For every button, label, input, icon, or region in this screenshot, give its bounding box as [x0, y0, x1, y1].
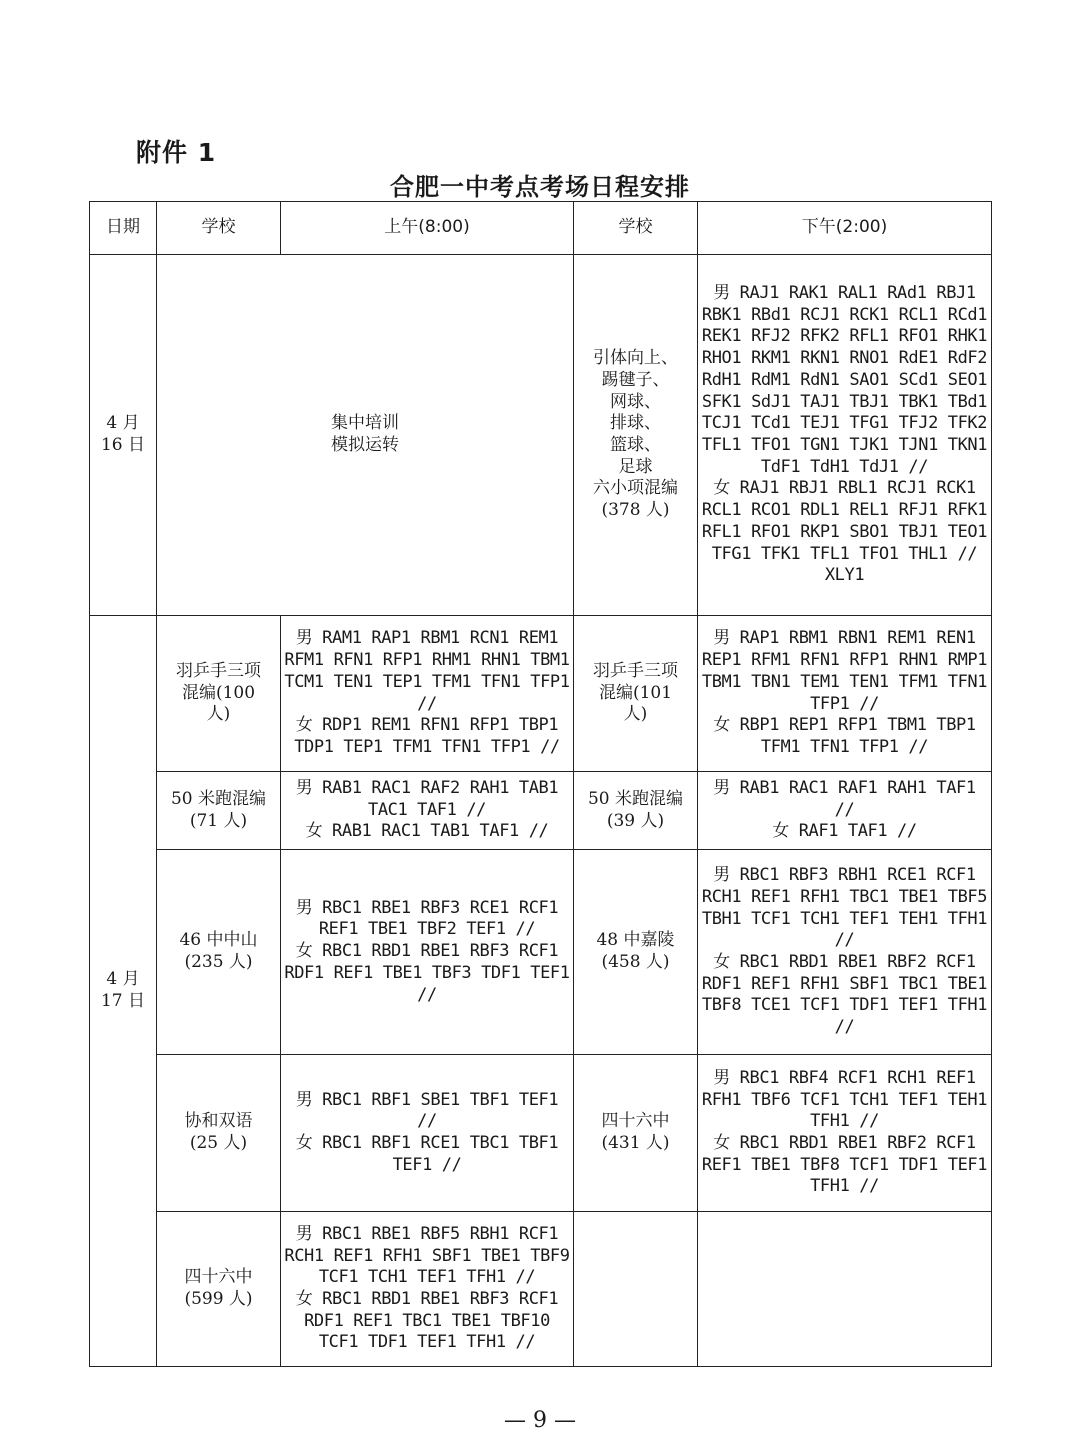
- table-row: [90, 616, 992, 772]
- date-cell-day1: 4 月 16 日: [90, 255, 157, 616]
- school-cell-pm: 50 米跑混编 (39 人): [574, 772, 698, 850]
- header-date: 日期: [90, 202, 157, 255]
- groups-cell-am: 男 RBC1 RBE1 RBF3 RCE1 RCF1 REF1 TBE1 TBF2 TEF1 // 女 RBC1 RBD1 RBE1 RBF3 RCF1 RDF1 REF1 TBE1 TBF3 TDF1 TEF1 //: [281, 850, 574, 1055]
- header-row: [90, 202, 992, 255]
- groups-cell-pm: 男 RBC1 RBF3 RBH1 RCE1 RCF1 RCH1 REF1 RFH1 TBC1 TBE1 TBF5 TBH1 TCF1 TCH1 TEF1 TEH1 TFH1 // 女 RBC1 RBD1 RBE1 RBF2 RCF1 RDF1 REF1 RFH1 SBF1 TBC1 TBE1 TBF8 TCE1 TCF1 TDF1 TEF1 TFH1 //: [698, 850, 992, 1055]
- school-cell-pm: [574, 1212, 698, 1367]
- groups-cell-am: 男 RAB1 RAC1 RAF2 RAH1 TAB1 TAC1 TAF1 // 女 RAB1 RAC1 TAB1 TAF1 //: [281, 772, 574, 850]
- groups-cell-am: 男 RBC1 RBF1 SBE1 TBF1 TEF1 // 女 RBC1 RBF1 RCE1 TBC1 TBF1 TEF1 //: [281, 1055, 574, 1212]
- header-school-pm: 学校: [574, 202, 698, 255]
- schedule-table: [89, 201, 992, 1367]
- groups-cell-day1-pm: 男 RAJ1 RAK1 RAL1 RAd1 RBJ1 RBK1 RBd1 RCJ1 RCK1 RCL1 RCd1 REK1 RFJ2 RFK2 RFL1 RFO1 RHK1 RHO1 RKM1 RKN1 RNO1 RdE1 RdF2 RdH1 RdM1 RdN1 SAO1 SCd1 SEO1 SFK1 SdJ1 TAJ1 TBJ1 TBK1 TBd1 TCJ1 TCd1 TEJ1 TFG1 TFJ2 TFK2 TFL1 TFO1 TGN1 TJK1 TJN1 TKN1 TdF1 TdH1 TdJ1 // 女 RAJ1 RBJ1 RBL1 RCJ1 RCK1 RCL1 RCO1 RDL1 REL1 RFJ1 RFK1 RFL1 RFO1 RKP1 SBO1 TBJ1 TEO1 TFG1 TFK1 TFL1 TFO1 THL1 // XLY1: [698, 255, 992, 616]
- training-cell: 集中培训 模拟运转: [157, 255, 574, 616]
- table-row: [90, 1212, 992, 1367]
- table-row-day1: [90, 255, 992, 616]
- table-row: [90, 850, 992, 1055]
- groups-cell-pm: 男 RBC1 RBF4 RCF1 RCH1 REF1 RFH1 TBF6 TCF1 TCH1 TEF1 TEH1 TFH1 // 女 RBC1 RBD1 RBE1 RBF2 RCF1 REF1 TBE1 TBF8 TCF1 TDF1 TEF1 TFH1 //: [698, 1055, 992, 1212]
- page-number: — 9 —: [504, 1408, 576, 1433]
- school-cell-pm: 羽乒手三项 混编(101 人): [574, 616, 698, 772]
- attachment-label: 附件 1: [136, 138, 217, 167]
- document-title: 合肥一中考点考场日程安排: [390, 173, 690, 201]
- school-cell-am: 羽乒手三项 混编(100 人): [157, 616, 281, 772]
- school-cell-am: 协和双语 (25 人): [157, 1055, 281, 1212]
- groups-cell-pm: 男 RAP1 RBM1 RBN1 REM1 REN1 REP1 RFM1 RFN1 RFP1 RHN1 RMP1 TBM1 TBN1 TEM1 TEN1 TFM1 TFN1 TFP1 // 女 RBP1 REP1 RFP1 TBM1 TBP1 TFM1 TFN1 TFP1 //: [698, 616, 992, 772]
- table-row: [90, 1055, 992, 1212]
- school-cell-day1-pm: 引体向上、 踢毽子、 网球、 排球、 篮球、 足球 六小项混编 (378 人): [574, 255, 698, 616]
- table-row: [90, 772, 992, 850]
- header-pm: 下午(2:00): [698, 202, 992, 255]
- school-cell-pm: 48 中嘉陵 (458 人): [574, 850, 698, 1055]
- groups-cell-pm: 男 RAB1 RAC1 RAF1 RAH1 TAF1 // 女 RAF1 TAF1 //: [698, 772, 992, 850]
- header-am: 上午(8:00): [281, 202, 574, 255]
- school-cell-am: 50 米跑混编 (71 人): [157, 772, 281, 850]
- school-cell-am: 四十六中 (599 人): [157, 1212, 281, 1367]
- date-cell-day2: 4 月 17 日: [90, 616, 157, 1367]
- groups-cell-am: 男 RAM1 RAP1 RBM1 RCN1 REM1 RFM1 RFN1 RFP1 RHM1 RHN1 TBM1 TCM1 TEN1 TEP1 TFM1 TFN1 TFP1 // 女 RDP1 REM1 RFN1 RFP1 TBP1 TDP1 TEP1 TFM1 TFN1 TFP1 //: [281, 616, 574, 772]
- groups-cell-pm: [698, 1212, 992, 1367]
- school-cell-pm: 四十六中 (431 人): [574, 1055, 698, 1212]
- header-school-am: 学校: [157, 202, 281, 255]
- groups-cell-am: 男 RBC1 RBE1 RBF5 RBH1 RCF1 RCH1 REF1 RFH1 SBF1 TBE1 TBF9 TCF1 TCH1 TEF1 TFH1 // 女 RBC1 RBD1 RBE1 RBF3 RCF1 RDF1 REF1 TBC1 TBE1 TBF10 TCF1 TDF1 TEF1 TFH1 //: [281, 1212, 574, 1367]
- school-cell-am: 46 中中山 (235 人): [157, 850, 281, 1055]
